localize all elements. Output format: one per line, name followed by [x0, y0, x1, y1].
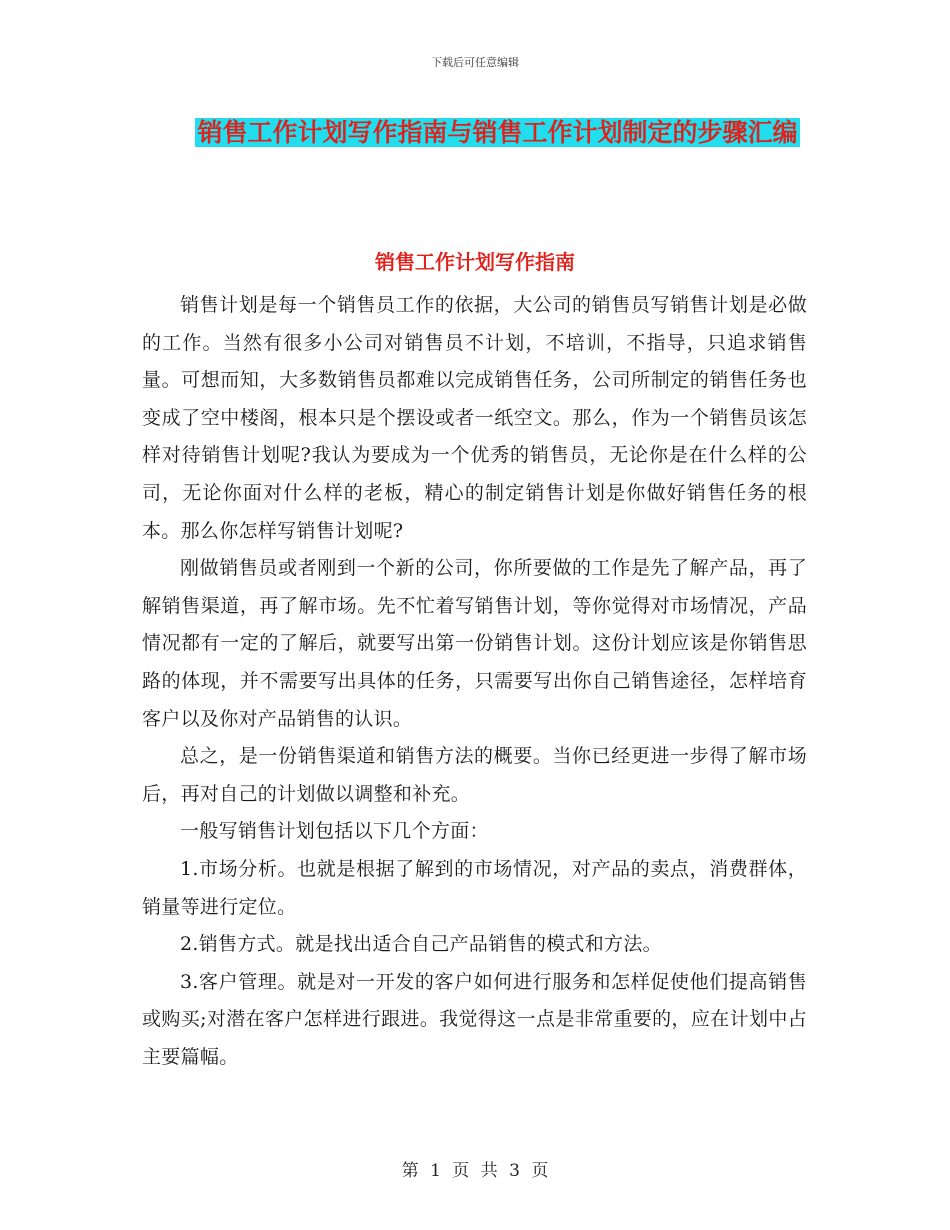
page-header-note: 下载后可任意编辑	[431, 56, 519, 69]
document-title	[185, 112, 810, 154]
section-title: 销售工作计划写作指南	[375, 250, 575, 274]
list-item-customer-management: 3.客户管理。就是对一开发的客户如何进行服务和怎样促使他们提高销售或购买;对潜在客户怎样进行跟进。我觉得这一点是非常重要的，应在计划中占主要篇幅。	[142, 970, 807, 1068]
list-item-sales-method: 2.销售方式。就是找出适合自己产品销售的模式和方法。	[180, 933, 662, 956]
document-title-text: 销售工作计划写作指南与销售工作计划制定的步骤汇编	[197, 118, 798, 147]
list-item-market-analysis: 1.市场分析。也就是根据了解到的市场情况，对产品的卖点，消费群体，销量等进行定位。	[142, 857, 807, 918]
document-body	[142, 287, 807, 1076]
paragraph-new-salesperson: 刚做销售员或者刚到一个新的公司，你所要做的工作是先了解产品，再了解销售渠道，再了解市场。先不忙着写销售计划，等你觉得对市场情况，产品情况都有一定的了解后，就要写出第一份销售计划。这份计划应该是你销售思路的体现，并不需要写出具体的任务，只需要写出你自己销售途径，怎样培育客户以及你对产品销售的认识。	[142, 557, 807, 730]
page-footer-indicator: 第 1 页 共 3 页	[401, 1161, 549, 1181]
paragraph-intro: 销售计划是每一个销售员工作的依据，大公司的销售员写销售计划是必做的工作。当然有很多小公司对销售员不计划，不培训，不指导，只追求销售量。可想而知，大多数销售员都难以完成销售任务，公司所制定的销售任务也变成了空中楼阁，根本只是个摆设或者一纸空文。那么，作为一个销售员该怎样对待销售计划呢?我认为要成为一个优秀的销售员，无论你是在什么样的公司，无论你面对什么样的老板，精心的制定销售计划是你做好销售任务的根本。那么你怎样写销售计划呢?	[142, 294, 807, 542]
paragraph-summary: 总之，是一份销售渠道和销售方法的概要。当你已经更进一步得了解市场后，再对自己的计划做以调整和补充。	[142, 745, 807, 805]
paragraph-plan-aspects-intro: 一般写销售计划包括以下几个方面：	[180, 820, 489, 843]
